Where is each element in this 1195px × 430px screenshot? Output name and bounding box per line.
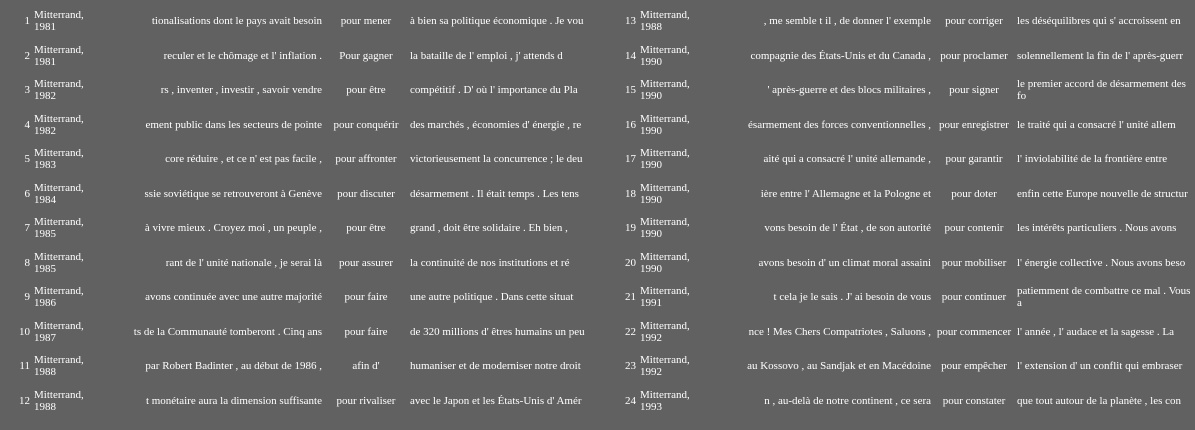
left-context-cell: [112, 108, 324, 143]
row-number: 5: [24, 153, 30, 166]
right-context: l' extension d' un conflit qui embraser: [1017, 360, 1183, 373]
left-context-cell: [112, 39, 324, 74]
source-author: Mitterrand,: [34, 78, 84, 91]
right-context-cell: [1015, 349, 1195, 384]
row-number: 1: [24, 15, 30, 28]
left-context-cell: [112, 246, 324, 281]
row-number: 13: [625, 15, 636, 28]
concordance-row: [612, 39, 1195, 74]
right-context: victorieusement la concurrence ; le deu: [410, 153, 583, 166]
concordance-row: [612, 349, 1195, 384]
left-context: tionalisations dont le pays avait besoin: [151, 15, 322, 28]
left-context: vons besoin de l' État , de son autorité: [764, 222, 931, 235]
left-context-cell: [112, 4, 324, 39]
right-context-cell: [408, 211, 594, 246]
left-context: au Kossovo , au Sandjak et en Macédoine: [747, 360, 931, 373]
source-year: 1982: [34, 124, 56, 137]
row-number: 20: [625, 256, 636, 269]
row-number: 24: [625, 394, 636, 407]
row-number: 2: [24, 49, 30, 62]
right-context-cell: [408, 246, 594, 281]
row-number: 12: [19, 394, 30, 407]
right-context-cell: [1015, 177, 1195, 212]
keyword: pour assurer: [338, 256, 394, 269]
concordance-row: [612, 211, 1195, 246]
left-context: rs , inventer , investir , savoir vendre: [160, 84, 322, 97]
concordance-row: [0, 315, 594, 350]
keyword: pour mener: [340, 15, 392, 28]
right-context-cell: [408, 177, 594, 212]
left-context-cell: [718, 108, 933, 143]
source-year: 1992: [640, 331, 662, 344]
source-year: 1981: [34, 55, 56, 68]
source-author: Mitterrand,: [34, 181, 84, 194]
source-cell: [32, 39, 112, 74]
concordance-row: [0, 4, 594, 39]
right-context: l' inviolabilité de la frontière entre: [1017, 153, 1168, 166]
left-context-cell: [718, 246, 933, 281]
source-year: 1990: [640, 159, 662, 172]
source-author: Mitterrand,: [640, 181, 690, 194]
source-year: 1987: [34, 331, 56, 344]
left-context: t cela je le sais . J' ai besoin de vous: [773, 291, 931, 304]
keyword: pour enregistrer: [939, 118, 1009, 131]
right-context: enfin cette Europe nouvelle de structur: [1017, 187, 1188, 200]
row-number: 22: [625, 325, 636, 338]
keyword: pour proclamer: [940, 49, 1008, 62]
concordance-row: [0, 211, 594, 246]
right-context-cell: [408, 73, 594, 108]
source-cell: [32, 349, 112, 384]
source-author: Mitterrand,: [34, 43, 84, 56]
source-cell: [638, 177, 718, 212]
right-context: à bien sa politique économique . Je vou: [410, 15, 584, 28]
left-context-cell: [112, 142, 324, 177]
source-cell: [638, 246, 718, 281]
right-context: une autre politique . Dans cette situat: [410, 291, 574, 304]
right-context: les intérêts particuliers . Nous avons: [1017, 222, 1177, 235]
left-context-cell: [112, 73, 324, 108]
right-context-cell: [408, 4, 594, 39]
concordance-row: [612, 384, 1195, 419]
right-context: la continuité de nos institutions et ré: [410, 256, 570, 269]
left-context-cell: [112, 177, 324, 212]
source-year: 1988: [34, 400, 56, 413]
source-cell: [638, 280, 718, 315]
right-context: le traité qui a consacré l' unité allem: [1017, 118, 1176, 131]
concordance-row: [612, 280, 1195, 315]
keyword: pour être: [346, 84, 386, 97]
source-author: Mitterrand,: [640, 147, 690, 160]
concordance-row: [0, 142, 594, 177]
right-context-cell: [408, 108, 594, 143]
source-author: Mitterrand,: [34, 319, 84, 332]
source-year: 1988: [34, 366, 56, 379]
right-context: grand , doit être solidaire . Eh bien ,: [410, 222, 568, 235]
right-context-cell: [1015, 73, 1195, 108]
keyword: pour être: [346, 222, 386, 235]
source-author: Mitterrand,: [640, 78, 690, 91]
source-author: Mitterrand,: [34, 9, 84, 22]
right-context-cell: [408, 349, 594, 384]
right-context-cell: [408, 384, 594, 419]
left-context-cell: [112, 349, 324, 384]
source-year: 1993: [640, 400, 662, 413]
keyword: pour mobiliser: [941, 256, 1007, 269]
concordance-row: [612, 177, 1195, 212]
source-year: 1981: [34, 21, 56, 34]
left-context-cell: [112, 280, 324, 315]
right-context: avec le Japon et les États-Unis d' Amér: [410, 394, 582, 407]
source-cell: [638, 384, 718, 419]
source-year: 1985: [34, 228, 56, 241]
right-context-cell: [408, 280, 594, 315]
source-cell: [32, 142, 112, 177]
source-year: 1984: [34, 193, 56, 206]
left-context-cell: [718, 315, 933, 350]
keyword: pour contenir: [944, 222, 1004, 235]
source-cell: [638, 4, 718, 39]
left-context: nce ! Mes Chers Compatriotes , Saluons ,: [748, 325, 931, 338]
source-author: Mitterrand,: [34, 285, 84, 298]
row-number: 17: [625, 153, 636, 166]
source-author: Mitterrand,: [640, 9, 690, 22]
row-number: 9: [24, 291, 30, 304]
left-context-cell: [718, 4, 933, 39]
keyword: pour signer: [949, 84, 999, 97]
right-context-cell: [1015, 246, 1195, 281]
source-year: 1991: [640, 297, 662, 310]
right-context: les déséquilibres qui s' accroissent en: [1017, 15, 1181, 28]
keyword: Pour gagner: [339, 49, 393, 62]
left-context: ssie soviétique se retrouveront à Genève: [144, 187, 322, 200]
right-context-cell: [408, 142, 594, 177]
row-number: 11: [19, 360, 30, 373]
right-context-cell: [408, 39, 594, 74]
right-context-cell: [1015, 39, 1195, 74]
keyword: pour affronter: [335, 153, 397, 166]
source-author: Mitterrand,: [34, 250, 84, 263]
right-context-cell: [1015, 108, 1195, 143]
row-number: 14: [625, 49, 636, 62]
left-context-cell: [112, 315, 324, 350]
right-context: le premier accord de désarmement des fo: [1017, 78, 1186, 103]
right-context-cell: [1015, 384, 1195, 419]
right-context: patiemment de combattre ce mal . Vous a: [1017, 285, 1191, 310]
concordance-table-right: [612, 4, 1195, 418]
concordance-row: [612, 108, 1195, 143]
keyword: pour garantir: [945, 153, 1003, 166]
left-context: ts de la Communauté tomberont . Cinq ans: [133, 325, 322, 338]
source-author: Mitterrand,: [640, 112, 690, 125]
right-context: des marchés , économies d' énergie , re: [410, 118, 582, 131]
left-context: aité qui a consacré l' unité allemande ,: [763, 153, 931, 166]
right-context-cell: [1015, 4, 1195, 39]
concordance-row: [0, 73, 594, 108]
source-author: Mitterrand,: [640, 388, 690, 401]
source-author: Mitterrand,: [640, 43, 690, 56]
source-year: 1990: [640, 262, 662, 275]
source-author: Mitterrand,: [640, 319, 690, 332]
right-context: l' année , l' audace et la sagesse . La: [1017, 325, 1174, 338]
source-author: Mitterrand,: [34, 112, 84, 125]
keyword: pour doter: [951, 187, 997, 200]
left-context-cell: [718, 384, 933, 419]
right-context-cell: [1015, 280, 1195, 315]
left-context: avons continuée avec une autre majorité: [145, 291, 322, 304]
left-context-cell: [718, 177, 933, 212]
left-context: n , au-delà de notre continent , ce sera: [764, 394, 931, 407]
keyword: pour empêcher: [941, 360, 1007, 373]
concordance-body-right: [612, 4, 1195, 418]
left-context: core réduire , et ce n' est pas facile ,: [165, 153, 322, 166]
source-cell: [32, 211, 112, 246]
keyword: afin d': [352, 360, 380, 373]
source-year: 1983: [34, 159, 56, 172]
source-year: 1990: [640, 55, 662, 68]
right-context: la bataille de l' emploi , j' attends d: [410, 49, 563, 62]
keyword: pour conquérir: [333, 118, 399, 131]
source-cell: [32, 108, 112, 143]
source-author: Mitterrand,: [34, 388, 84, 401]
left-context: t monétaire aura la dimension suffisante: [145, 394, 322, 407]
left-context-cell: [718, 142, 933, 177]
right-context: désarmement . Il était temps . Les tens: [410, 187, 579, 200]
keyword: pour faire: [344, 325, 388, 338]
right-context: l' énergie collective . Nous avons beso: [1017, 256, 1186, 269]
left-context: ' après-guerre et des blocs militaires ,: [767, 84, 931, 97]
left-context: reculer et le chômage et l' inflation .: [163, 49, 322, 62]
left-context-cell: [718, 39, 933, 74]
concordance-row: [612, 142, 1195, 177]
source-cell: [32, 280, 112, 315]
left-context-cell: [718, 349, 933, 384]
left-context: , me semble t il , de donner l' exemple: [763, 15, 931, 28]
keyword: pour corriger: [945, 15, 1003, 28]
left-context: ement public dans les secteurs de pointe: [145, 118, 322, 131]
source-year: 1986: [34, 297, 56, 310]
row-number: 23: [625, 360, 636, 373]
row-number: 3: [24, 84, 30, 97]
concordance-row: [612, 315, 1195, 350]
concordance-row: [612, 246, 1195, 281]
concordance-row: [0, 280, 594, 315]
concordance-body-left: [0, 4, 594, 418]
left-context: ésarmement des forces conventionnelles ,: [748, 118, 931, 131]
right-context-cell: [1015, 211, 1195, 246]
source-cell: [32, 73, 112, 108]
concordance-row: [0, 246, 594, 281]
right-context-cell: [1015, 142, 1195, 177]
concordance-row: [612, 4, 1195, 39]
row-number: 7: [24, 222, 30, 235]
row-number: 16: [625, 118, 636, 131]
source-author: Mitterrand,: [34, 147, 84, 160]
keyword: pour discuter: [337, 187, 395, 200]
row-number: 15: [625, 84, 636, 97]
row-number: 21: [625, 291, 636, 304]
source-cell: [638, 142, 718, 177]
row-number: 4: [24, 118, 30, 131]
right-context: compétitif . D' où l' importance du Pla: [410, 84, 578, 97]
left-context: à vivre mieux . Croyez moi , un peuple ,: [144, 222, 322, 235]
source-cell: [638, 211, 718, 246]
source-cell: [32, 246, 112, 281]
source-cell: [638, 108, 718, 143]
row-number: 6: [24, 187, 30, 200]
source-cell: [638, 315, 718, 350]
left-context: compagnie des États-Unis et du Canada ,: [750, 49, 931, 62]
left-context: avons besoin d' un climat moral assaini: [758, 256, 931, 269]
source-year: 1990: [640, 90, 662, 103]
source-author: Mitterrand,: [34, 354, 84, 367]
right-context: solennellement la fin de l' après-guerr: [1017, 49, 1183, 62]
source-cell: [32, 177, 112, 212]
source-cell: [638, 349, 718, 384]
keyword: pour constater: [942, 394, 1006, 407]
concordance-row: [0, 108, 594, 143]
concordance-row: [0, 39, 594, 74]
row-number: 18: [625, 187, 636, 200]
source-author: Mitterrand,: [640, 285, 690, 298]
left-context: rant de l' unité nationale , je serai là: [165, 256, 322, 269]
source-year: 1988: [640, 21, 662, 34]
source-cell: [638, 39, 718, 74]
right-context-cell: [1015, 315, 1195, 350]
keyword: pour continuer: [941, 291, 1007, 304]
left-context-cell: [718, 280, 933, 315]
source-cell: [32, 384, 112, 419]
source-author: Mitterrand,: [640, 250, 690, 263]
source-year: 1982: [34, 90, 56, 103]
row-number: 8: [24, 256, 30, 269]
right-context: que tout autour de la planète , les con: [1017, 394, 1182, 407]
right-context: de 320 millions d' êtres humains un peu: [410, 325, 585, 338]
source-year: 1990: [640, 193, 662, 206]
source-cell: [32, 4, 112, 39]
source-year: 1990: [640, 124, 662, 137]
source-cell: [638, 73, 718, 108]
concordance-row: [612, 73, 1195, 108]
left-context: ière entre l' Allemagne et la Pologne et: [760, 187, 931, 200]
source-author: Mitterrand,: [34, 216, 84, 229]
concordance-row: [0, 177, 594, 212]
source-cell: [32, 315, 112, 350]
right-context: humaniser et de moderniser notre droit: [410, 360, 581, 373]
left-context-cell: [718, 211, 933, 246]
source-author: Mitterrand,: [640, 216, 690, 229]
left-context-cell: [112, 384, 324, 419]
row-number: 19: [625, 222, 636, 235]
right-context-cell: [408, 315, 594, 350]
left-context: par Robert Badinter , au début de 1986 ,: [145, 360, 322, 373]
left-context-cell: [112, 211, 324, 246]
keyword: pour rivaliser: [336, 394, 396, 407]
source-year: 1992: [640, 366, 662, 379]
left-context-cell: [718, 73, 933, 108]
keyword: pour commencer: [936, 325, 1012, 338]
keyword: pour faire: [344, 291, 388, 304]
source-year: 1990: [640, 228, 662, 241]
concordance-table-left: [0, 4, 594, 418]
concordance-row: [0, 349, 594, 384]
source-author: Mitterrand,: [640, 354, 690, 367]
source-year: 1985: [34, 262, 56, 275]
concordance-row: [0, 384, 594, 419]
row-number: 10: [19, 325, 30, 338]
